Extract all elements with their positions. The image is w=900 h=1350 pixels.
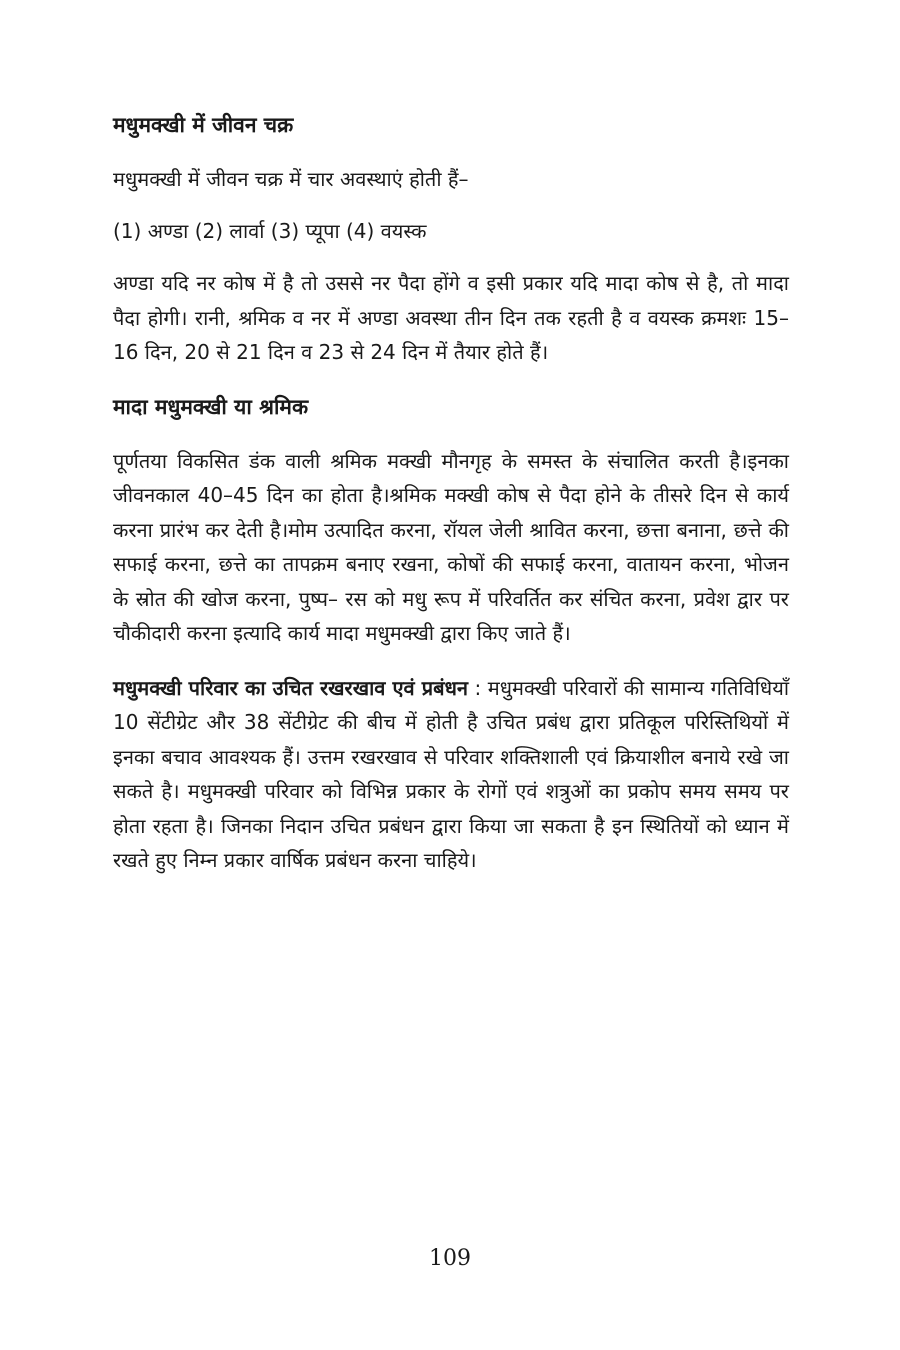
life-cycle-stages: (1) अण्डा (2) लार्वा (3) प्यूपा (4) वयस्क — [113, 219, 427, 243]
section-heading-worker-bee: मादा मधुमक्खी या श्रमिक — [113, 394, 309, 419]
life-cycle-paragraph: अण्डा यदि नर कोष में है तो उससे नर पैदा होंगे व इसी प्रकार यदि मादा कोष से है, तो मादा पैदा होगी। रानी, श्रमिक व नर में अण्डा अवस्था तीन दिन तक रहती है व वयस्क क्रमशः 15– 16 दिन, 20 से 21 दिन व 23 से 24 दिन में तैयार होते हैं। — [113, 271, 789, 364]
colony-management-lead: मधुमक्खी परिवार का उचित रखरखाव एवं प्रबंधन — [113, 675, 468, 700]
page-number: 109 — [429, 1246, 471, 1271]
colony-management-separator: : — [467, 675, 488, 700]
worker-bee-paragraph: पूर्णतया विकसित डंक वाली श्रमिक मक्खी मौनगृह के समस्त के संचालित करती है।इनका जीवनकाल 40–45 दिन का होता है।श्रमिक मक्खी कोष से पैदा होने के तीसरे दिन से कार्य करना प्रारंभ कर देती है।मोम उत्पादित करना, रॉयल जेली श्रावित करना, छत्ता बनाना, छत्ते की सफाई करना, छत्ते का तापक्रम बनाए रखना, कोषों की सफाई करना, वातायन करना, भोजन के स्रोत की खोज करना, पुष्प– रस को मधु रूप में परिवर्तित कर संचित करना, प्रवेश द्वार पर चौकीदारी करना इत्यादि कार्य मादा मधुमक्खी द्वारा किए जाते हैं। — [113, 448, 789, 645]
colony-management-paragraph — [113, 671, 789, 878]
life-cycle-intro: मधुमक्खी में जीवन चक्र में चार अवस्थाएं होती हैं– — [113, 167, 469, 191]
document-page — [113, 108, 789, 898]
section-heading-life-cycle: मधुमक्खी में जीवन चक्र — [113, 113, 294, 137]
colony-management-body: मधुमक्खी परिवारों की सामान्य गतिविधियाँ 10 सेंटीग्रेट और 38 सेंटीग्रेट की बीच में होती है उचित प्रबंध द्वारा प्रतिकूल परिस्तिथियों में इनका बचाव आवश्यक हैं। उत्तम रखरखाव से परिवार शक्तिशाली एवं क्रियाशील बनाये रखे जा सकते है। मधुमक्खी परिवार को विभिन्न प्रकार के रोगों एवं शत्रुओं का प्रकोप समय समय पर होता रहता है। जिनका निदान उचित प्रबंधन द्वारा किया जा सकता है इन स्थितियों को ध्यान में रखते हुए निम्न प्रकार वार्षिक प्रबंधन करना चाहिये। — [113, 675, 789, 872]
